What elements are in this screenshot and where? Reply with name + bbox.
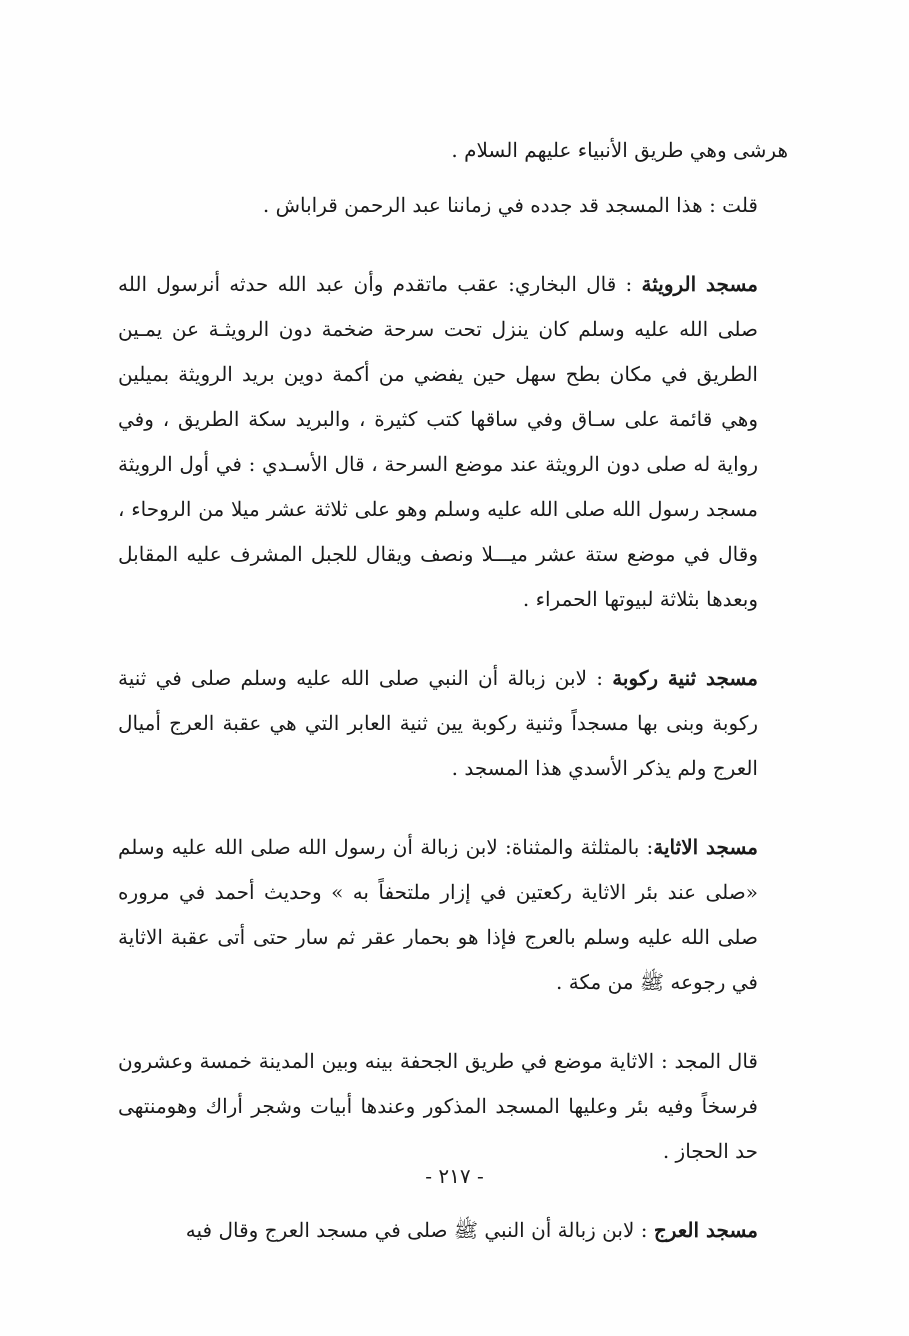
paragraph-text: قلت : هذا المسجد قد جدده في زماننا عبد الرحمن قراباش . bbox=[262, 193, 758, 217]
paragraph-text: قال المجد : الاثاية موضع في طريق الجحفة بينه وبين المدينة خمسة وعشرون فرسخاً وفيه بئر وعليها المسجد المذكور وعندها أبيات وشجر أراك وهومنتهى حد الحجاز . bbox=[118, 1049, 758, 1163]
paragraph-note bbox=[118, 183, 788, 228]
paragraph-text: : لابن زبالة أن النبي صلى الله عليه وسلم صلى في ثنية ركوبة وبنى بها مسجداً وثنية ركوبة يين ثنية العابر التي هي عقبة العرج أميال العرج ولم يذكر الأسدي هذا المسجد . bbox=[118, 666, 759, 780]
paragraph-majd-note bbox=[118, 1039, 788, 1174]
paragraph-text: : بالمثلثة والمثناة: لابن زبالة أن رسول الله صلى الله عليه وسلم «صلى عند بئر الاثاية ركعتين في إزار ملتحفاً به » وحديث أحمد في مروره صلى الله عليه وسلم بالعرج فإذا هو بحمار عقر ثم سار حتى أتى عقبة الاثاية في رجوعه ﷺ من مكة . bbox=[118, 835, 758, 994]
paragraph-masjid-thaniyat-rakuba bbox=[118, 656, 788, 791]
paragraph-masjid-athaya bbox=[118, 825, 788, 1005]
paragraph-masjid-arj bbox=[118, 1208, 788, 1253]
section-heading: مسجد الرويثة bbox=[641, 272, 758, 296]
section-heading: مسجد ثنية ركوبة bbox=[612, 666, 758, 690]
section-heading: مسجد العرج bbox=[653, 1218, 758, 1242]
paragraph-masjid-ruwaytha bbox=[118, 262, 788, 622]
paragraph-text: هرشى وهي طريق الأنبياء عليهم السلام . bbox=[451, 138, 788, 162]
paragraph-text: : قال البخاري: عقب ماتقدم وأن عبد الله حدثه أنرسول الله صلى الله عليه وسلم كان ينزل تحت سرحة ضخمة دون الرويثـة عن يمـين الطريق في مكان بطح سهل حين يفضي من أكمة دوين بريد الرويثة بميلين وهي قائمة على سـاق وفي ساقها كتب كثيرة ، والبريد سكة الطريق ، وفي رواية له صلى دون الرويثة عند موضع السرحة ، قال الأسـدي : في أول الرويثة مسجد رسول الله صلى الله عليه وسلم وهو على ثلاثة عشر ميلا من الروحاء ، وقال في موضع ستة عشر ميـــلا ونصف ويقال للجبل المشرف عليه المقابل وبعدها بثلاثة لبيوتها الحمراء . bbox=[118, 272, 758, 611]
paragraph-text: : لابن زبالة أن النبي ﷺ صلى في مسجد العرج وقال فيه bbox=[185, 1218, 654, 1242]
page-number: - ٢١٧ - bbox=[425, 1164, 484, 1188]
main-text bbox=[118, 128, 788, 1253]
section-heading: مسجد الاثاية bbox=[653, 835, 758, 859]
paragraph-continuation bbox=[118, 128, 788, 173]
